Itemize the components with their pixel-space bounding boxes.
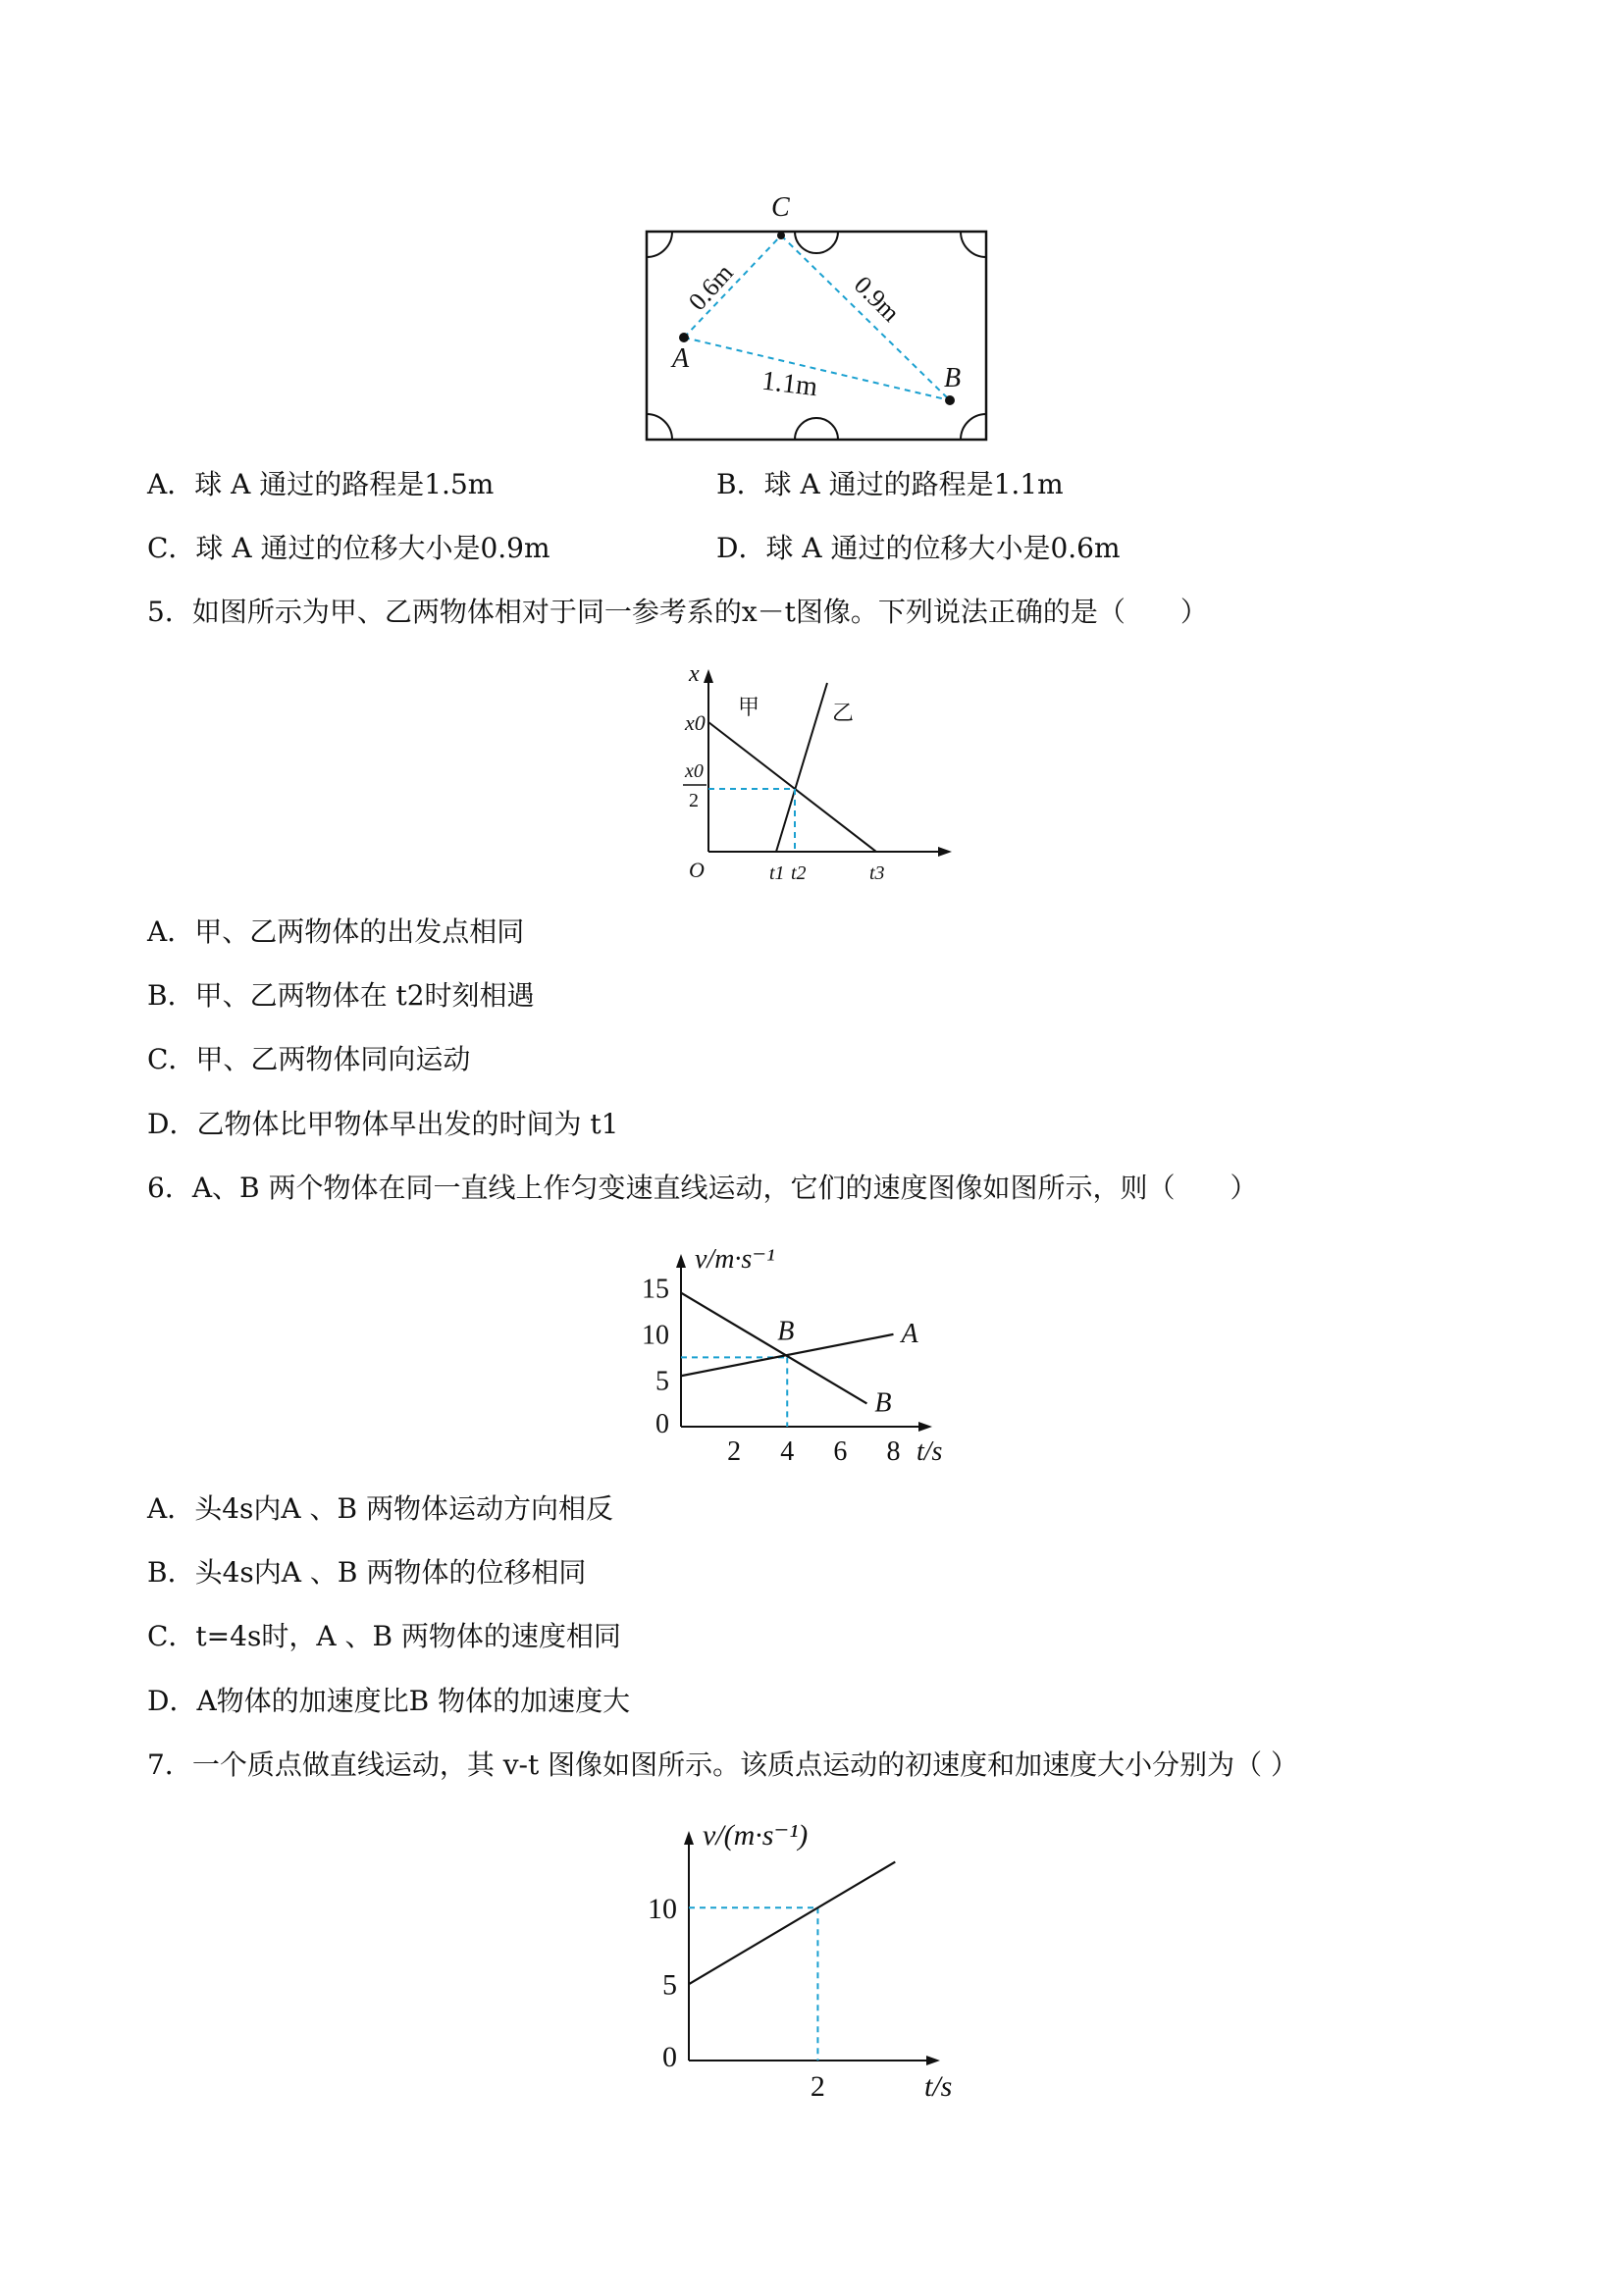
- q6-series-label-B: B: [874, 1387, 892, 1419]
- q6-y-tick-0: 0: [655, 1409, 669, 1439]
- q5-y-label: x: [689, 661, 700, 687]
- q5-option-c: C．甲、乙两物体同向运动: [147, 1043, 471, 1075]
- q5-option-d: D．乙物体比甲物体早出发的时间为 t1: [147, 1108, 619, 1140]
- q4-option-b: B．球 A 通过的路程是1.1m: [716, 468, 1064, 500]
- q6-option-a: A．头4s内A 、B 两物体运动方向相反: [147, 1492, 614, 1525]
- q6-option-c: C．t=4s时，A 、B 两物体的速度相同: [147, 1620, 621, 1652]
- label-cb: 0.9m: [848, 270, 906, 328]
- q6-series-B: [681, 1293, 866, 1404]
- q7-x-tick-2: 2: [810, 2070, 825, 2103]
- pocket-top-left: [647, 232, 672, 257]
- q6-y-tick-10: 10: [642, 1320, 669, 1351]
- q5-x0half-num: x0: [685, 760, 704, 782]
- q7-y-tick-0: 0: [662, 2041, 677, 2073]
- pocket-top-right: [961, 232, 986, 257]
- q6-y-tick-5: 5: [655, 1366, 669, 1397]
- q6-x-label: t/s: [916, 1436, 943, 1467]
- pocket-top-middle: [795, 232, 838, 253]
- q6-option-d: D．A物体的加速度比B 物体的加速度大: [147, 1685, 631, 1717]
- q5-t2: t2: [791, 862, 807, 884]
- q5-series-jia: 甲: [738, 695, 760, 719]
- q5-series-yi: 乙: [832, 701, 855, 725]
- billiard-table-figure: [643, 194, 996, 445]
- pocket-bottom-middle: [795, 418, 838, 440]
- q5-stem: 5．如图所示为甲、乙两物体相对于同一参考系的x－t图像。下列说法正确的是（ ）: [147, 596, 1208, 628]
- q5-x0-label: x0: [685, 710, 706, 735]
- point-c: [777, 232, 785, 239]
- q5-t1: t1: [769, 862, 785, 884]
- q6-option-b: B．头4s内A 、B 两物体的位移相同: [147, 1556, 587, 1589]
- q5-x0half-den: 2: [689, 790, 699, 811]
- q7-y-label: v/(m·s⁻¹): [703, 1819, 809, 1852]
- pocket-bottom-right: [961, 414, 986, 440]
- label-a: A: [672, 343, 690, 374]
- point-b: [945, 395, 955, 405]
- label-ac: 0.6m: [682, 258, 739, 317]
- q7-y-axis-arrow: [684, 1831, 694, 1845]
- q6-y-label: v/m·s⁻¹: [695, 1244, 775, 1275]
- pocket-bottom-left: [647, 414, 672, 440]
- q6-x-tick-2: 2: [727, 1436, 742, 1467]
- q5-line-jia: [708, 722, 876, 852]
- q7-series-v: [689, 1862, 895, 1985]
- label-ab: 1.1m: [759, 365, 819, 403]
- q4-option-d: D．球 A 通过的位移大小是0.6m: [716, 532, 1121, 564]
- q6-y-axis-arrow: [676, 1254, 686, 1268]
- q6-annotation-0: B: [777, 1316, 795, 1347]
- q6-y-tick-15: 15: [642, 1274, 669, 1305]
- label-b: B: [944, 363, 962, 393]
- q7-x-axis-arrow: [926, 2056, 940, 2065]
- q5-xt-chart: [677, 659, 962, 891]
- q6-vt-chart: [624, 1234, 1017, 1472]
- q4-option-a: A．球 A 通过的路程是1.5m: [147, 468, 495, 500]
- q5-t3: t3: [869, 862, 885, 884]
- q6-series-label-A: A: [901, 1318, 918, 1349]
- q5-option-b: B．甲、乙两物体在 t2时刻相遇: [147, 979, 535, 1012]
- q7-x-label: t/s: [924, 2070, 953, 2103]
- q5-y-axis-arrow: [704, 669, 713, 683]
- q7-stem: 7．一个质点做直线运动，其 v-t 图像如图所示。该质点运动的初速度和加速度大小分别为（ ）: [147, 1748, 1299, 1781]
- q7-vt-chart: [638, 1805, 1011, 2110]
- q6-x-tick-8: 8: [886, 1436, 901, 1467]
- table-border: [647, 232, 986, 440]
- q5-line-yi: [776, 683, 827, 852]
- label-c: C: [771, 194, 790, 223]
- point-a: [679, 333, 689, 342]
- q6-x-tick-6: 6: [833, 1436, 848, 1467]
- q5-option-a: A．甲、乙两物体的出发点相同: [147, 915, 525, 948]
- q4-option-c: C．球 A 通过的位移大小是0.9m: [147, 532, 550, 564]
- q7-y-tick-5: 5: [662, 1968, 677, 2002]
- q7-y-tick-10: 10: [648, 1892, 677, 1925]
- q5-x-axis-arrow: [938, 847, 952, 857]
- q6-stem: 6．A、B 两个物体在同一直线上作匀变速直线运动，它们的速度图像如图所示，则（ ）: [147, 1172, 1258, 1204]
- q5-origin: O: [689, 858, 705, 882]
- q6-x-axis-arrow: [918, 1422, 932, 1432]
- q6-x-tick-4: 4: [780, 1436, 795, 1467]
